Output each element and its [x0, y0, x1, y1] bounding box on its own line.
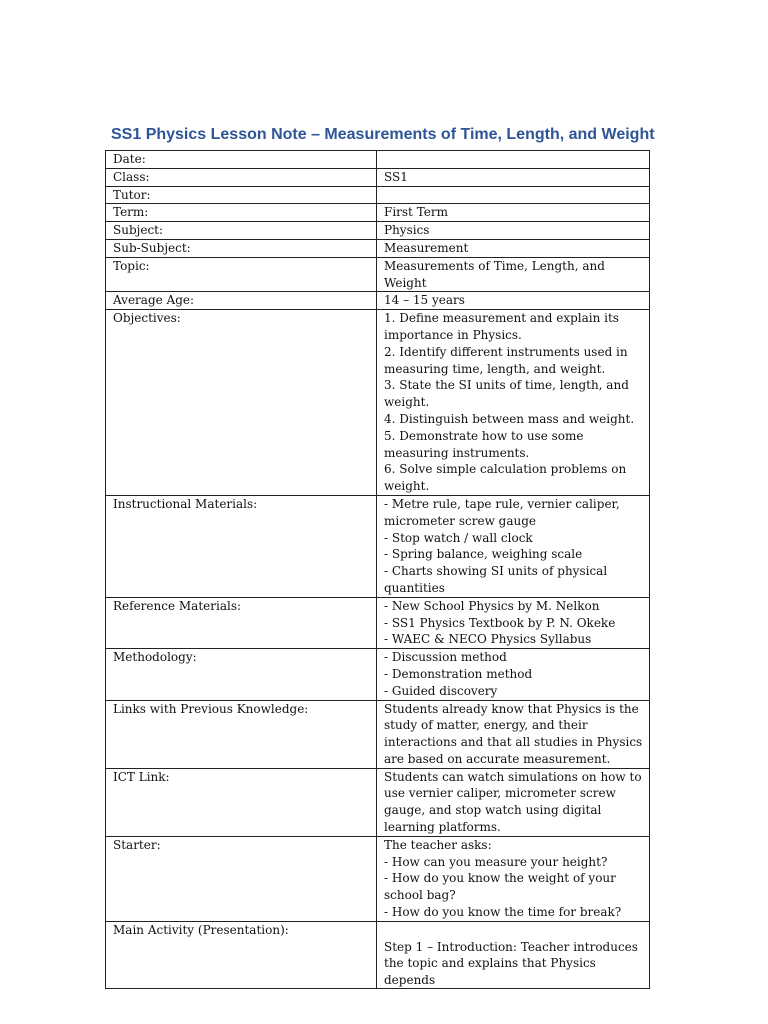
row-label: Links with Previous Knowledge: — [106, 700, 377, 768]
row-value: Physics — [377, 222, 650, 240]
table-row-term — [106, 204, 650, 222]
table-row-starter — [106, 836, 650, 921]
table-row-ict-link — [106, 768, 650, 836]
row-label: Objectives: — [106, 310, 377, 496]
row-label: Term: — [106, 204, 377, 222]
row-value: 14 – 15 years — [377, 292, 650, 310]
row-value: Students already know that Physics is the study of matter, energy, and their interactions and that all studies in Physics are based on accurate measurement. — [377, 700, 650, 768]
row-value: - Discussion method - Demonstration method - Guided discovery — [377, 649, 650, 700]
row-value — [377, 186, 650, 204]
table-row-tutor — [106, 186, 650, 204]
page-title: SS1 Physics Lesson Note – Measurements of Time, Length, and Weight — [111, 126, 655, 143]
table-row-class — [106, 168, 650, 186]
table-row-objectives — [106, 310, 650, 496]
row-label: Methodology: — [106, 649, 377, 700]
row-label: Starter: — [106, 836, 377, 921]
row-value: SS1 — [377, 168, 650, 186]
row-value: The teacher asks: - How can you measure your height? - How do you know the weight of your school bag? - How do you know the time for break? — [377, 836, 650, 921]
row-value: Measurements of Time, Length, and Weight — [377, 257, 650, 292]
row-label: Main Activity (Presentation): — [106, 921, 377, 989]
row-value: Students can watch simulations on how to use vernier caliper, micrometer screw gauge, and stop watch using digital learning platforms. — [377, 768, 650, 836]
table-row-average-age — [106, 292, 650, 310]
table-row-date — [106, 151, 650, 169]
row-label: Sub-Subject: — [106, 239, 377, 257]
row-value: - New School Physics by M. Nelkon - SS1 Physics Textbook by P. N. Okeke - WAEC & NECO Physics Syllabus — [377, 597, 650, 648]
table-row-instructional-materials — [106, 495, 650, 597]
row-label: ICT Link: — [106, 768, 377, 836]
table-row-topic — [106, 257, 650, 292]
table-row-methodology — [106, 649, 650, 700]
row-label: Date: — [106, 151, 377, 169]
table-row-sub-subject — [106, 239, 650, 257]
row-value: Step 1 – Introduction: Teacher introduces the topic and explains that Physics depends — [384, 939, 638, 988]
row-value: 1. Define measurement and explain its importance in Physics. 2. Identify different instruments used in measuring time, length, and weight. 3. State the SI units of time, length, and weight. 4. Distinguish between mass and weight. 5. Demonstrate how to use some measuring instruments. 6. Solve simple calculation problems on weight. — [377, 310, 650, 496]
row-label: Tutor: — [106, 186, 377, 204]
row-value: Measurement — [377, 239, 650, 257]
table-row-main-activity — [106, 921, 650, 989]
row-label: Class: — [106, 168, 377, 186]
row-label: Topic: — [106, 257, 377, 292]
row-label: Subject: — [106, 222, 377, 240]
table-row-reference-materials — [106, 597, 650, 648]
row-value-cell — [377, 921, 650, 989]
row-value: First Term — [377, 204, 650, 222]
table-row-previous-knowledge — [106, 700, 650, 768]
row-value: - Metre rule, tape rule, vernier caliper, micrometer screw gauge - Stop watch / wall clock - Spring balance, weighing scale - Charts showing SI units of physical quantities — [377, 495, 650, 597]
table-row-subject — [106, 222, 650, 240]
row-label: Average Age: — [106, 292, 377, 310]
row-label: Reference Materials: — [106, 597, 377, 648]
row-label: Instructional Materials: — [106, 495, 377, 597]
row-value — [377, 151, 650, 169]
lesson-note-table — [105, 150, 650, 989]
